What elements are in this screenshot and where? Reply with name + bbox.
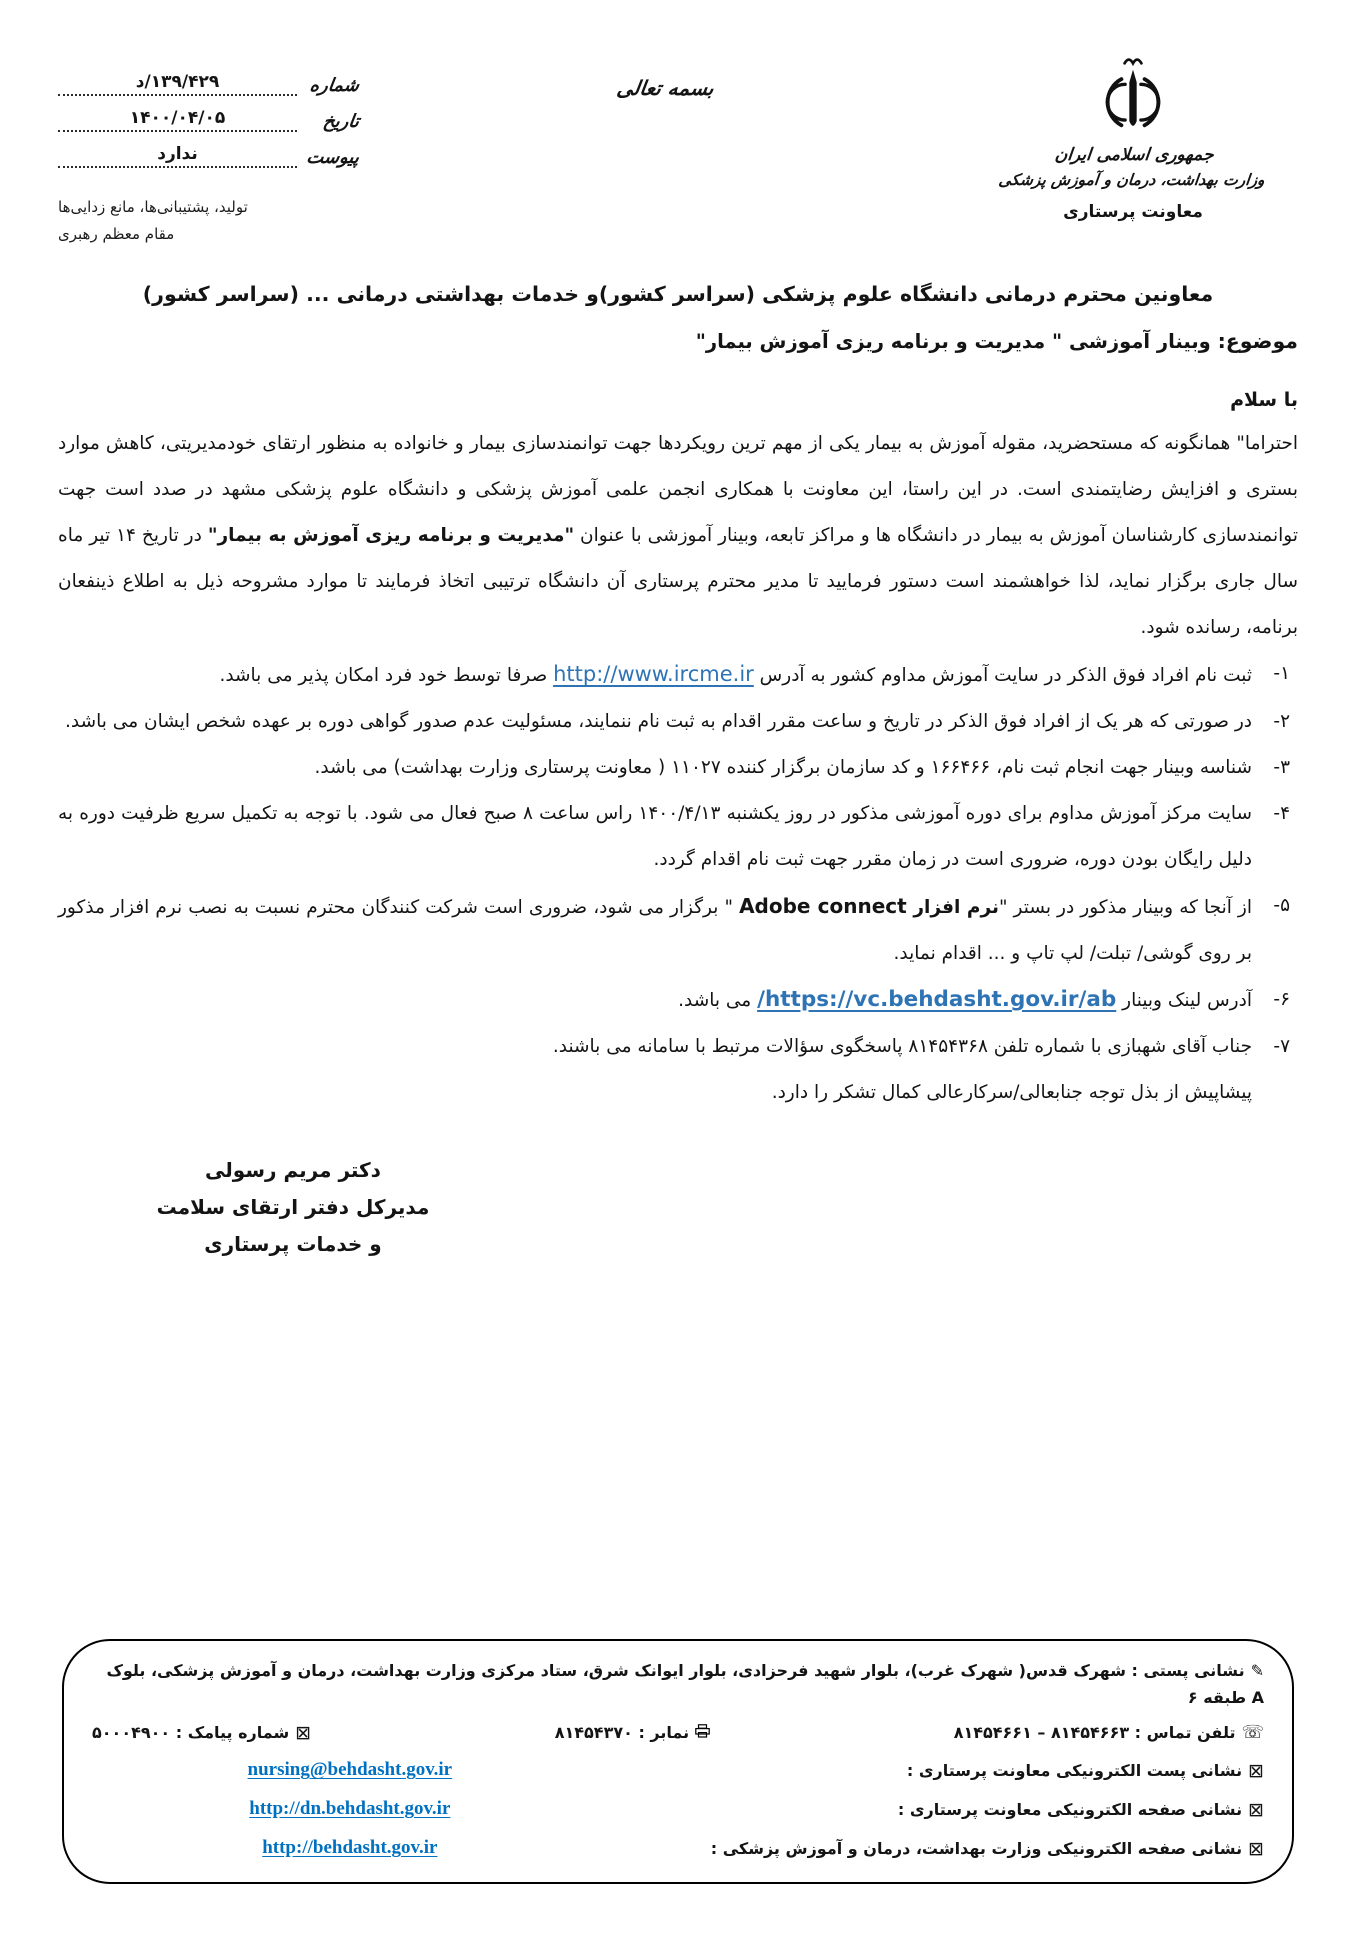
numbered-list xyxy=(58,651,1298,1070)
postal-address-row xyxy=(92,1657,1264,1711)
sms-number: ۵۰۰۰۴۹۰۰ xyxy=(92,1723,171,1743)
field-number-value: ۱۳۹/۴۲۹/د xyxy=(58,72,297,96)
department-name: معاونت پرستاری xyxy=(1063,202,1203,223)
field-number xyxy=(58,72,363,96)
list-item-4 xyxy=(58,791,1298,883)
item-text: صرفا توسط خود فرد امکان پذیر می باشد. xyxy=(219,664,554,686)
signature-block xyxy=(128,1152,458,1263)
list-item-1 xyxy=(58,651,1298,699)
sms-label: شماره پیامک : xyxy=(175,1723,290,1743)
postal-address: نشانی پستی : شهرک قدس( شهرک غرب)، بلوار شهید فرحزادی، بلوار ایوانک شرق، ستاد مرکزی وزارت بهداشت، درمان و آموزش پزشکی، بلوک A طبقه ۶ xyxy=(106,1660,1264,1707)
ministry-site-value xyxy=(92,1829,608,1868)
list-item-6 xyxy=(58,977,1298,1024)
fax-number: ۸۱۴۵۴۳۷۰ xyxy=(554,1722,633,1742)
field-number-label: شماره xyxy=(308,75,361,96)
fax-label: نمابر : xyxy=(638,1722,690,1742)
item-number: ۷- xyxy=(1273,1035,1290,1057)
fax-icon xyxy=(695,1723,710,1742)
field-date-label: تاریخ xyxy=(321,111,361,132)
ministry-site-label-group xyxy=(711,1829,1264,1868)
item-text: شناسه وبینار جهت انجام ثبت نام، ۱۶۶۴۶۶ و کد سازمان برگزار کننده ۱۱۰۲۷ ( معاونت پرستاری وزارت بهداشت) می باشد. xyxy=(314,756,1252,778)
emblem-block xyxy=(968,48,1298,222)
field-date xyxy=(58,108,363,132)
fax-group xyxy=(555,1723,710,1742)
ircme-link[interactable]: http://www.ircme.ir xyxy=(553,661,754,686)
email-label: نشانی پست الکترونیکی معاونت پرستاری : xyxy=(906,1761,1243,1781)
item-text: سایت مرکز آموزش مداوم برای دوره آموزشی مذکور در روز یکشنبه ۱۴۰۰/۴/۱۳ راس ساعت ۸ صبح فعال می شود. با توجه به تکمیل سریع ظرفیت دوره به دلیل رایگان بودن دوره، ضروری است در زمان مقرر جهت ثبت نام اقدام گردد. xyxy=(58,802,1252,870)
list-item-7 xyxy=(58,1024,1298,1070)
sms-envelope-icon: ⊠ xyxy=(295,1722,312,1745)
ministry-site-row xyxy=(92,1829,1264,1868)
signer-title-1: مدیرکل دفتر ارتقای سلامت xyxy=(156,1194,430,1219)
electronic-contact-rows xyxy=(92,1751,1264,1868)
slogan-attribution: مقام معظم رهبری xyxy=(58,225,175,243)
webinar-link[interactable]: https://vc.behdasht.gov.ir/ab/ xyxy=(757,986,1117,1012)
email-envelope-icon: ⊠ xyxy=(1248,1799,1264,1822)
item-number: ۲- xyxy=(1273,710,1290,732)
email-value xyxy=(92,1751,608,1790)
ministry-site-link[interactable]: http://behdasht.gov.ir xyxy=(262,1837,438,1859)
list-item-2 xyxy=(58,699,1298,745)
org-name-line1: جمهوری اسلامی ایران xyxy=(1053,145,1215,165)
nursing-site-value xyxy=(92,1790,608,1829)
org-name-line2: وزارت بهداشت، درمان و آموزش پزشکی xyxy=(997,171,1266,190)
phone-icon: ☏ xyxy=(1241,1721,1264,1743)
footer-contact-box xyxy=(62,1639,1294,1884)
recipient-line: معاونین محترم درمانی دانشگاه علوم پزشکی (سراسر کشور)و خدمات بهداشتی درمانی ... (سراسر کشور) xyxy=(142,282,1214,306)
field-attachment-value: ندارد xyxy=(58,144,297,168)
webinar-title-bold: "مدیریت و برنامه ریزی آموزش به بیمار" xyxy=(207,524,575,546)
subject-label: موضوع: xyxy=(1217,329,1298,353)
field-attachment-label: پیوست xyxy=(305,147,361,168)
email-envelope-icon: ⊠ xyxy=(1248,1760,1264,1783)
phone-numbers: ۸۱۴۵۴۶۶۳ – ۸۱۴۵۴۶۶۱ xyxy=(953,1722,1130,1742)
signer-name: دکتر مریم رسولی xyxy=(205,1157,381,1182)
nursing-site-row xyxy=(92,1790,1264,1829)
item-text: آدرس لینک وبینار xyxy=(1116,989,1252,1011)
paragraph-text: احتراما" همانگونه که مستحضرید، مقوله آموزش به بیمار یکی از مهم ترین رویکردها جهت توانمندسازی بیمار و خانواده به منظور ارتقای خودمدیریتی، کاهش موارد بستری و افزایش رضایتمندی است. در این راستا، این معاونت با همکاری انجمن علمی آموزش پزشکی و دانشگاه علوم پزشکی مشهد در صدد است جهت توانمندسازی کارشناسان آموزش به بیمار در دانشگاه ها و مراکز تابعه، وبینار آموزشی با عنوان xyxy=(58,432,1298,546)
item-text: از آنجا که وبینار مذکور در بستر " xyxy=(998,896,1253,918)
item-number: ۶- xyxy=(1273,988,1290,1010)
item-text: ثبت نام افراد فوق الذکر در سایت آموزش مداوم کشور به آدرس xyxy=(753,664,1252,686)
item-text: " برگزار می شود، ضروری است شرکت کنندگان محترم نسبت به نصب نرم افزار مذکور بر روی گوشی/ تبلت/ لپ تاپ و ... اقدام نماید. xyxy=(58,896,1252,964)
nursing-site-label-group xyxy=(898,1790,1264,1829)
org-name xyxy=(965,142,1300,192)
closing-line: پیشاپیش از بذل توجه جنابعالی/سرکارعالی کمال تشکر را دارد. xyxy=(771,1081,1252,1103)
nursing-site-link[interactable]: http://dn.behdasht.gov.ir xyxy=(249,1798,451,1820)
signer-title-2: و خدمات پرستاری xyxy=(204,1231,382,1256)
field-attachment xyxy=(58,144,363,168)
pencil-icon: ✎ xyxy=(1250,1660,1264,1680)
email-label-group xyxy=(907,1751,1264,1790)
item-number: ۳- xyxy=(1273,756,1290,778)
item-number: ۱- xyxy=(1273,662,1290,684)
letter-fields xyxy=(58,48,363,248)
item-text: می باشد. xyxy=(678,989,758,1011)
phone-label: تلفن تماس : xyxy=(1134,1722,1236,1742)
phone-fax-sms-row xyxy=(92,1721,1264,1743)
list-item-5 xyxy=(58,883,1298,977)
subject-line xyxy=(58,322,1298,361)
salutation: با سلام xyxy=(1230,388,1298,411)
item-text: جناب آقای شهبازی با شماره تلفن ۸۱۴۵۴۳۶۸ پاسخگوی سؤالات مرتبط با سامانه می باشند. xyxy=(552,1035,1252,1057)
email-row xyxy=(92,1751,1264,1790)
body-paragraph xyxy=(58,421,1298,651)
item-number: ۴- xyxy=(1273,802,1290,824)
paragraph-text: در تاریخ ۱۴ تیر ماه سال جاری برگزار نماید، لذا خواهشمند است دستور فرمایید تا مدیر محترم پرستاری آن دانشگاه ترتیبی اتخاذ فرمایند تا موارد مشروحه ذیل به اطلاع ذینفعان برنامه، رسانده شود. xyxy=(58,524,1298,638)
ministry-site-label: نشانی صفحه الکترونیکی وزارت بهداشت، درمان و آموزش پزشکی : xyxy=(710,1839,1243,1859)
email-envelope-icon: ⊠ xyxy=(1248,1838,1264,1861)
item-text: در صورتی که هر یک از افراد فوق الذکر در تاریخ و ساعت مقرر اقدام به ثبت نام ننمایند، مسئولیت عدم صدور گواهی دوره بر عهده شخص ایشان می باشد. xyxy=(65,710,1252,732)
sms-group xyxy=(92,1721,311,1743)
nursing-email-link[interactable]: nursing@behdasht.gov.ir xyxy=(247,1759,453,1781)
software-label-bold: نرم افزار xyxy=(906,896,999,918)
letterhead xyxy=(58,48,1298,248)
nursing-site-label: نشانی صفحه الکترونیکی معاونت پرستاری : xyxy=(897,1800,1243,1820)
list-item-3 xyxy=(58,745,1298,791)
subject-text: وبینار آموزشی " مدیریت و برنامه ریزی آموزش بیمار" xyxy=(695,330,1218,353)
adobe-connect-bold: Adobe connect xyxy=(739,893,907,918)
field-date-value: ۱۴۰۰/۰۴/۰۵ xyxy=(58,108,297,132)
bismillah: بسمه تعالی xyxy=(615,76,716,100)
phone-group xyxy=(954,1722,1264,1743)
iran-emblem-icon xyxy=(1100,56,1166,140)
bismillah-wrap xyxy=(363,48,968,100)
slogan-text: تولید، پشتیبانی‌ها، مانع زدایی‌ها xyxy=(58,198,248,216)
year-slogan xyxy=(58,194,363,248)
item-number: ۵- xyxy=(1273,894,1290,916)
